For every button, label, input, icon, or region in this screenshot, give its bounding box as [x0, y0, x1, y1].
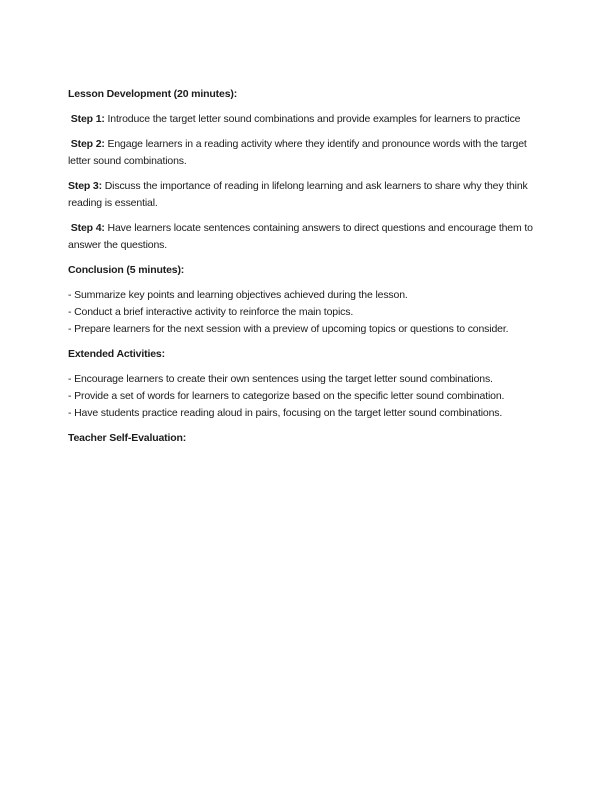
extended-activities-bullet-group: [68, 371, 548, 423]
step-1-text: Introduce the target letter sound combinations and provide examples for learners to practice: [104, 112, 521, 125]
section-heading-conclusion: Conclusion (5 minutes):: [68, 263, 185, 276]
step-3-label: Step 3:: [68, 179, 102, 192]
conclusion-bullet-2: - Conduct a brief interactive activity to reinforce the main topics.: [68, 305, 354, 318]
step-1-paragraph: [68, 111, 548, 128]
step-3-text: Discuss the importance of reading in lifelong learning and ask learners to share why they think reading is essential.: [68, 179, 531, 209]
extended-bullet-3: - Have students practice reading aloud in pairs, focusing on the target letter sound combinations.: [68, 407, 503, 420]
step-1-label: Step 1:: [68, 112, 105, 125]
step-2-label: Step 2:: [68, 137, 105, 150]
extended-bullet-1: - Encourage learners to create their own sentences using the target letter sound combinations.: [68, 372, 493, 385]
conclusion-bullet-group: [68, 287, 548, 339]
step-3-paragraph: [68, 178, 548, 213]
section-lesson-development: [68, 86, 548, 254]
section-heading-lesson-development: Lesson Development (20 minutes):: [68, 88, 238, 100]
step-4-label: Step 4:: [68, 221, 105, 234]
section-conclusion: [68, 262, 548, 339]
step-2-text: Engage learners in a reading activity where they identify and pronounce words with the target letter sound combinations.: [68, 137, 530, 167]
extended-bullet-2: - Provide a set of words for learners to categorize based on the specific letter sound combination.: [68, 390, 505, 403]
section-heading-extended-activities: Extended Activities:: [68, 348, 165, 361]
step-4-text: Have learners locate sentences containing answers to direct questions and encourage them to answer the questions.: [68, 221, 536, 252]
section-extended-activities: [68, 346, 548, 423]
section-heading-teacher-self-evaluation: Teacher Self-Evaluation:: [68, 432, 187, 445]
section-teacher-self-evaluation: [68, 430, 548, 447]
step-4-paragraph: [68, 220, 548, 255]
conclusion-bullet-1: - Summarize key points and learning objectives achieved during the lesson.: [68, 288, 408, 301]
step-2-paragraph: [68, 136, 548, 171]
conclusion-bullet-3: - Prepare learners for the next session with a preview of upcoming topics or questions to consider.: [68, 323, 509, 336]
